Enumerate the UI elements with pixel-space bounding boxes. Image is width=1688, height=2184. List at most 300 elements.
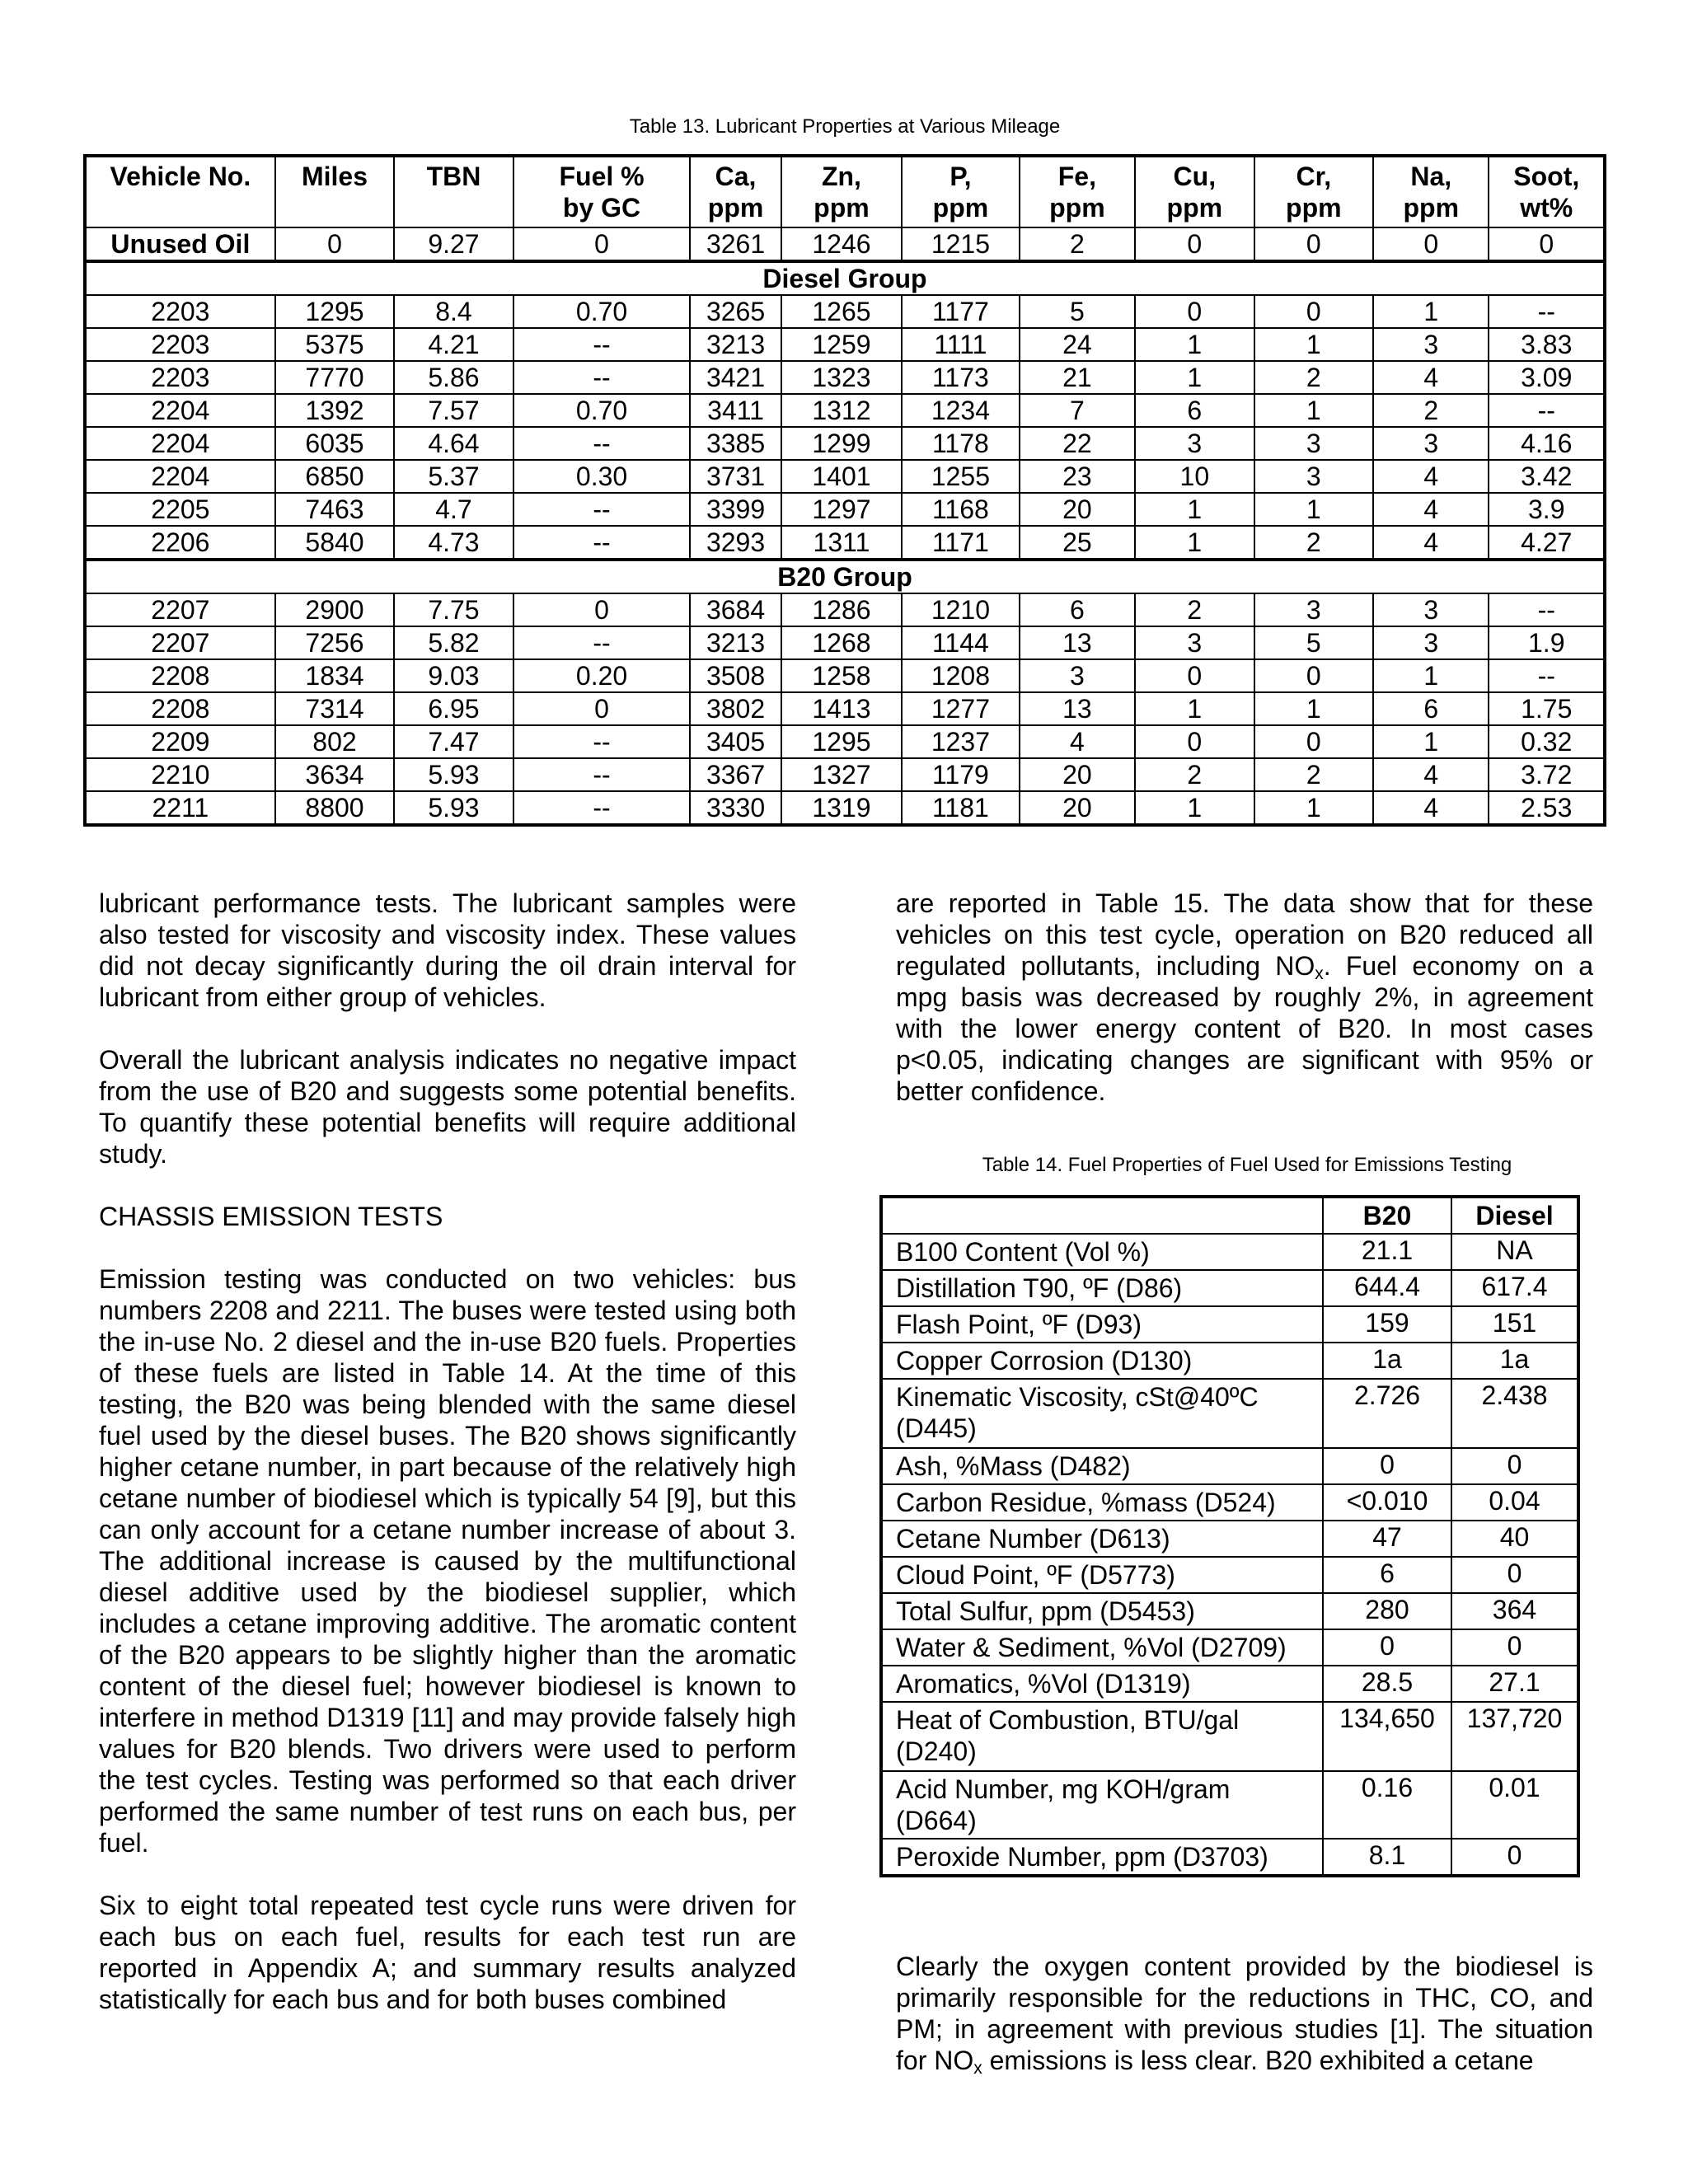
table-cell: 3.83 [1489,328,1605,361]
table-cell: Copper Corrosion (D130) [881,1343,1323,1379]
group-header-row [85,261,1605,295]
table-cell: 3802 [690,692,781,725]
table-row [85,659,1605,692]
table-cell: 1277 [902,692,1019,725]
table-cell: 1.75 [1489,692,1605,725]
table-cell: 2 [1135,758,1254,791]
table-cell: 1295 [275,295,394,328]
table-cell: 9.27 [394,227,513,261]
table-row [881,1702,1578,1771]
table-14-header-cell: Diesel [1451,1197,1578,1234]
table-cell: 1 [1135,526,1254,560]
table-cell: 5 [1020,295,1135,328]
table-cell: 1 [1135,328,1254,361]
table-row [881,1343,1578,1379]
table-cell: 1319 [781,791,902,825]
table-cell: 1268 [781,626,902,659]
table-cell: Cloud Point, ºF (D5773) [881,1557,1323,1593]
table-cell: 13 [1020,626,1135,659]
table-cell: 23 [1020,460,1135,493]
table-cell: 5375 [275,328,394,361]
table-cell: 1401 [781,460,902,493]
table-cell: 1 [1254,493,1373,526]
table-13-caption: Table 13. Lubricant Properties at Various Mileage [629,115,1061,138]
table-cell: 7 [1020,394,1135,427]
table-cell: 1a [1323,1343,1451,1379]
left-column [99,888,796,2015]
table-cell: 3213 [690,626,781,659]
table-cell: 0.20 [513,659,691,692]
table-row [85,593,1605,626]
table-cell: 0 [1135,659,1254,692]
table-cell: 7256 [275,626,394,659]
table-cell: -- [513,493,691,526]
paragraph: Six to eight total repeated test cycle runs were driven for each bus on each fuel, results for each test run are reported in Appendix A; and summary results analyzed statistically for each bus and for both buses combined [99,1891,796,2014]
table-cell: 1 [1135,493,1254,526]
table-cell: 7314 [275,692,394,725]
table-cell: 0 [1254,725,1373,758]
table-cell: 3 [1135,427,1254,460]
table-cell: 8.1 [1323,1839,1451,1876]
table-cell: 2.726 [1323,1379,1451,1448]
table-cell: 3.9 [1489,493,1605,526]
table-cell: -- [513,725,691,758]
table-cell: 3293 [690,526,781,560]
table-13-header-cell: P, ppm [902,156,1019,227]
table-cell: -- [513,328,691,361]
table-cell: 5.93 [394,758,513,791]
table-cell: 6850 [275,460,394,493]
table-cell: 2203 [85,295,275,328]
table-cell: 1246 [781,227,902,261]
table-cell: 2206 [85,526,275,560]
table-cell: 3.72 [1489,758,1605,791]
table-cell: 0 [1489,227,1605,261]
table-cell: 2 [1254,758,1373,791]
table-cell: 13 [1020,692,1135,725]
table-cell: 4.64 [394,427,513,460]
table-cell: 2 [1254,526,1373,560]
table-cell: 21.1 [1323,1234,1451,1270]
table-cell: 1215 [902,227,1019,261]
table-cell: 6 [1323,1557,1451,1593]
table-row [85,295,1605,328]
table-cell: 0 [1254,227,1373,261]
table-cell: 4 [1373,493,1489,526]
table-cell: 6 [1020,593,1135,626]
table-cell: 0 [1323,1448,1451,1484]
table-row [85,227,1605,261]
table-cell: 20 [1020,493,1135,526]
table-13-header-cell: Soot, wt% [1489,156,1605,227]
table-cell: 0.32 [1489,725,1605,758]
table-cell: 0 [1451,1839,1578,1876]
table-cell: 0 [1373,227,1489,261]
table-row [85,725,1605,758]
table-cell: -- [1489,394,1605,427]
table-cell: 3213 [690,328,781,361]
table-cell: 364 [1451,1593,1578,1629]
table-cell: 9.03 [394,659,513,692]
table-cell: 24 [1020,328,1135,361]
table-cell: 1 [1135,692,1254,725]
table-cell: 21 [1020,361,1135,394]
table-cell: 3 [1373,626,1489,659]
table-cell: 0 [513,227,691,261]
table-row [881,1306,1578,1343]
table-row [85,626,1605,659]
table-cell: 2203 [85,328,275,361]
table-cell: 2207 [85,626,275,659]
table-cell: 1177 [902,295,1019,328]
table-cell: 1 [1254,328,1373,361]
table-cell: 151 [1451,1306,1578,1343]
table-cell: 2203 [85,361,275,394]
table-cell: 134,650 [1323,1702,1451,1771]
table-cell: 2210 [85,758,275,791]
table-13-header-cell: Cu, ppm [1135,156,1254,227]
table-cell: 3.09 [1489,361,1605,394]
group-header-row [85,560,1605,593]
table-cell: 2211 [85,791,275,825]
table-cell: 1171 [902,526,1019,560]
table-cell: 1 [1373,725,1489,758]
table-cell: 0.04 [1451,1484,1578,1521]
table-cell: 2208 [85,692,275,725]
table-13-header-cell: Ca, ppm [690,156,781,227]
table-cell: 7.47 [394,725,513,758]
table-cell: -- [1489,593,1605,626]
table-cell: -- [1489,295,1605,328]
table-cell: Peroxide Number, ppm (D3703) [881,1839,1323,1876]
table-cell: 7.57 [394,394,513,427]
table-cell: 3 [1254,427,1373,460]
table-cell: 2900 [275,593,394,626]
table-cell: -- [513,427,691,460]
table-cell: Cetane Number (D613) [881,1521,1323,1557]
table-cell: 1286 [781,593,902,626]
table-13-header-cell: Fe, ppm [1020,156,1135,227]
table-cell: 3 [1373,593,1489,626]
table-cell: 3684 [690,593,781,626]
table-cell: 3731 [690,460,781,493]
table-cell: 1323 [781,361,902,394]
table-cell: 3385 [690,427,781,460]
table-cell: 3265 [690,295,781,328]
table-14-header-cell: B20 [1323,1197,1451,1234]
table-cell: 2 [1373,394,1489,427]
table-cell: 3411 [690,394,781,427]
paragraph: Clearly the oxygen content provided by the biodiesel is primarily responsible for the reductions in THC, CO, and PM; in agreement with previous studies [1]. The situation for $NO_x$ emissions is less clear. B20 exhibited a cetane [896,1952,1593,2078]
group-header: Diesel Group [85,261,1605,295]
table-row [881,1484,1578,1521]
table-cell: 2 [1135,593,1254,626]
table-cell: 0 [513,692,691,725]
paragraph: are reported in Table 15. The data show that for these vehicles on this test cycle, operation on B20 reduced all regulated pollutants, including $NO_x$. Fuel economy on a mpg basis was decreased by roughly 2%, in agreement with the lower energy content of B20. In most cases p<0.05, indicating changes are significant with 95% or better confidence. [896,888,1594,1106]
table-cell: -- [1489,659,1605,692]
table-cell: 2205 [85,493,275,526]
group-header: B20 Group [85,560,1605,593]
table-cell: 1210 [902,593,1019,626]
table-cell: 5.93 [394,791,513,825]
table-cell: 1.9 [1489,626,1605,659]
table-cell: -- [513,626,691,659]
table-cell: 617.4 [1451,1270,1578,1306]
table-cell: 1311 [781,526,902,560]
table-cell: 1237 [902,725,1019,758]
table-cell: 3421 [690,361,781,394]
table-cell: -- [513,361,691,394]
table-cell: 3.42 [1489,460,1605,493]
table-cell: 1 [1373,295,1489,328]
table-cell: 0.01 [1451,1771,1578,1839]
table-row [85,493,1605,526]
table-cell: 1178 [902,427,1019,460]
table-cell: 0 [1254,295,1373,328]
table-13-header-cell: TBN [394,156,513,227]
table-cell: 1255 [902,460,1019,493]
table-cell: 0.16 [1323,1771,1451,1839]
table-row [881,1593,1578,1629]
table-13 [83,154,1606,827]
table-cell: 1144 [902,626,1019,659]
table-cell: 25 [1020,526,1135,560]
table-cell: -- [513,526,691,560]
table-cell: 2.438 [1451,1379,1578,1448]
table-cell: Carbon Residue, %mass (D524) [881,1484,1323,1521]
table-cell: 1208 [902,659,1019,692]
table-13-header-cell: Miles [275,156,394,227]
table-cell: 2204 [85,460,275,493]
table-13-header-row [85,156,1605,227]
table-cell: 4.27 [1489,526,1605,560]
table-row [881,1666,1578,1702]
table-cell: 6 [1373,692,1489,725]
table-cell: 1413 [781,692,902,725]
table-cell: 1327 [781,758,902,791]
table-cell: <0.010 [1323,1484,1451,1521]
table-cell: 4 [1373,361,1489,394]
table-cell: 0 [1135,295,1254,328]
table-cell: 6 [1135,394,1254,427]
table-cell: 137,720 [1451,1702,1578,1771]
table-cell: 0 [1135,725,1254,758]
table-cell: 2204 [85,427,275,460]
table-14-header-cell [881,1197,1323,1234]
table-cell: 1392 [275,394,394,427]
table-cell: 3 [1020,659,1135,692]
table-cell: 6.95 [394,692,513,725]
table-13-header-cell: Na, ppm [1373,156,1489,227]
table-cell: Ash, %Mass (D482) [881,1448,1323,1484]
table-cell: 0.70 [513,295,691,328]
table-cell: Aromatics, %Vol (D1319) [881,1666,1323,1702]
table-cell: 0 [1323,1629,1451,1666]
table-cell: 3399 [690,493,781,526]
table-cell: 0 [513,593,691,626]
table-cell: 4.7 [394,493,513,526]
table-cell: 1259 [781,328,902,361]
table-cell: 3330 [690,791,781,825]
table-cell: 0 [1254,659,1373,692]
table-cell: 1181 [902,791,1019,825]
right-column-bottom [896,1951,1593,2076]
table-cell: 1297 [781,493,902,526]
table-cell: 28.5 [1323,1666,1451,1702]
table-cell: 4 [1373,460,1489,493]
table-cell: 3508 [690,659,781,692]
table-row [881,1839,1578,1876]
table-cell: 1 [1135,791,1254,825]
table-cell: 159 [1323,1306,1451,1343]
table-cell: 1 [1254,394,1373,427]
table-cell: 1 [1373,659,1489,692]
table-cell: 27.1 [1451,1666,1578,1702]
table-cell: Water & Sediment, %Vol (D2709) [881,1629,1323,1666]
table-cell: NA [1451,1234,1578,1270]
table-row [85,394,1605,427]
table-cell: 0 [1135,227,1254,261]
table-row [85,791,1605,825]
table-cell: 0 [275,227,394,261]
table-cell: 1299 [781,427,902,460]
table-row [85,692,1605,725]
table-cell: 20 [1020,758,1135,791]
table-cell: 1 [1254,791,1373,825]
table-cell: 2204 [85,394,275,427]
table-row [85,427,1605,460]
table-cell: 0.30 [513,460,691,493]
table-cell: 0 [1451,1448,1578,1484]
table-cell: 4 [1020,725,1135,758]
table-cell: 40 [1451,1521,1578,1557]
table-13-header-cell: Vehicle No. [85,156,275,227]
table-cell: 280 [1323,1593,1451,1629]
table-cell: 20 [1020,791,1135,825]
table-14 [879,1195,1580,1877]
table-row [881,1448,1578,1484]
table-13-header-cell: Fuel % by GC [513,156,691,227]
table-cell: 4.73 [394,526,513,560]
table-cell: 5840 [275,526,394,560]
table-row [881,1270,1578,1306]
table-cell: 6035 [275,427,394,460]
paragraph: Overall the lubricant analysis indicates no negative impact from the use of B20 and suggests some potential benefits. To quantify these potential benefits will require additional study. [99,1045,796,1169]
table-cell: 3261 [690,227,781,261]
table-cell: 3 [1254,593,1373,626]
table-row [85,361,1605,394]
table-cell: 47 [1323,1521,1451,1557]
table-row [881,1629,1578,1666]
table-cell: 2208 [85,659,275,692]
table-cell: 3367 [690,758,781,791]
table-cell: 7.75 [394,593,513,626]
table-cell: 3 [1254,460,1373,493]
table-cell: 5.82 [394,626,513,659]
table-cell: 22 [1020,427,1135,460]
table-cell: 3405 [690,725,781,758]
table-cell: Total Sulfur, ppm (D5453) [881,1593,1323,1629]
table-cell: Heat of Combustion, BTU/gal (D240) [881,1702,1323,1771]
table-cell: 1111 [902,328,1019,361]
table-row [881,1234,1578,1270]
table-row [85,328,1605,361]
table-14-header-row [881,1197,1578,1234]
table-cell: 2.53 [1489,791,1605,825]
table-cell: 802 [275,725,394,758]
table-cell: 3 [1135,626,1254,659]
table-cell: 5.86 [394,361,513,394]
paragraph: Emission testing was conducted on two vehicles: bus numbers 2208 and 2211. The buses were tested using both the in-use No. 2 diesel and the in-use B20 fuels. Properties of these fuels are listed in Table 14. At the time of this testing, the B20 was being blended with the same diesel fuel used by the diesel buses. The B20 shows significantly higher cetane number, in part because of the relatively high cetane number of biodiesel which is typically 54 [9], but this can only account for a cetane number increase of about 3. The additional increase is caused by the multifunctional diesel additive used by the biodiesel supplier, which includes a cetane improving additive. The aromatic content of the B20 appears to be slightly higher than the aromatic content of the diesel fuel; however biodiesel is known to interfere in method D1319 [11] and may provide falsely high values for B20 blends. Two drivers were used to perform the test cycles. Testing was performed so that each driver performed the same number of test runs on each bus, per fuel. [99,1264,796,1858]
table-cell: 5.37 [394,460,513,493]
table-cell: 1173 [902,361,1019,394]
table-row [881,1379,1578,1448]
table-cell: 1834 [275,659,394,692]
table-cell: 2 [1020,227,1135,261]
table-cell: -- [513,758,691,791]
paragraph: lubricant performance tests. The lubricant samples were also tested for viscosity and viscosity index. These values did not decay significantly during the oil drain interval for lubricant from either group of vehicles. [99,888,796,1012]
table-cell: 1 [1135,361,1254,394]
table-cell: 8800 [275,791,394,825]
table-row [881,1557,1578,1593]
table-13-header-cell: Cr, ppm [1254,156,1373,227]
table-cell: 4.21 [394,328,513,361]
table-cell: 1a [1451,1343,1578,1379]
table-cell: 0 [1451,1629,1578,1666]
table-cell: 5 [1254,626,1373,659]
table-13-header-cell: Zn, ppm [781,156,902,227]
table-cell: 4 [1373,758,1489,791]
table-cell: 4 [1373,526,1489,560]
table-cell: 3 [1373,328,1489,361]
table-cell: 7770 [275,361,394,394]
table-cell: 7463 [275,493,394,526]
right-column-top [896,888,1593,1107]
table-14-caption: Table 14. Fuel Properties of Fuel Used for Emissions Testing [982,1154,1512,1176]
table-cell: 1168 [902,493,1019,526]
table-cell: 2207 [85,593,275,626]
table-cell: 0 [1451,1557,1578,1593]
table-cell: Kinematic Viscosity, cSt@40ºC (D445) [881,1379,1323,1448]
table-cell: 1234 [902,394,1019,427]
table-cell: 1295 [781,725,902,758]
table-cell: 3634 [275,758,394,791]
table-cell: 4 [1373,791,1489,825]
table-cell: Unused Oil [85,227,275,261]
table-row [85,526,1605,560]
table-cell: Acid Number, mg KOH/gram (D664) [881,1771,1323,1839]
table-cell: Flash Point, ºF (D93) [881,1306,1323,1343]
table-cell: 1179 [902,758,1019,791]
table-row [85,758,1605,791]
table-row [881,1771,1578,1839]
table-cell: 1312 [781,394,902,427]
table-cell: 644.4 [1323,1270,1451,1306]
table-cell: 1258 [781,659,902,692]
table-cell: 4.16 [1489,427,1605,460]
table-cell: -- [513,791,691,825]
table-cell: 1265 [781,295,902,328]
table-row [85,460,1605,493]
table-cell: 2209 [85,725,275,758]
table-cell: 2 [1254,361,1373,394]
table-row [881,1521,1578,1557]
table-cell: 10 [1135,460,1254,493]
table-cell: 3 [1373,427,1489,460]
table-cell: 8.4 [394,295,513,328]
table-cell: 1 [1254,692,1373,725]
table-cell: B100 Content (Vol %) [881,1234,1323,1270]
